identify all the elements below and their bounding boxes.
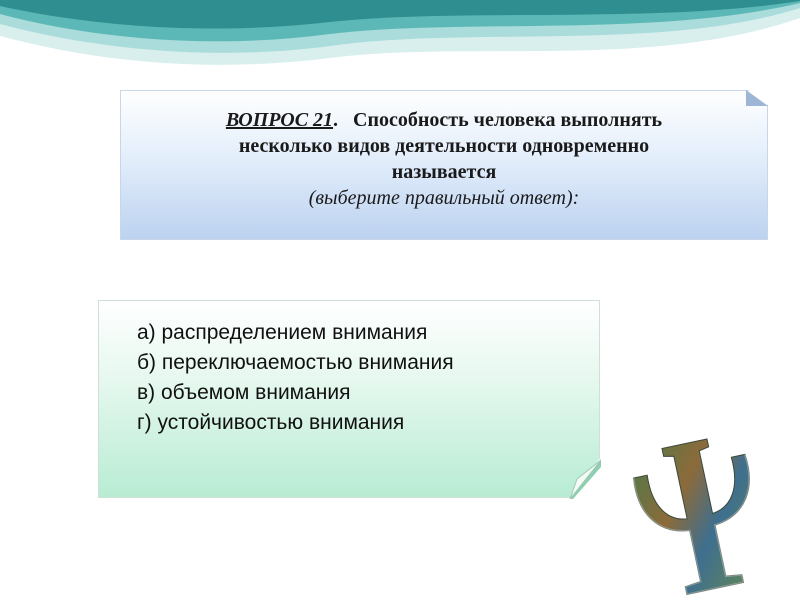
question-card-fold [746,90,768,106]
answer-option-d[interactable]: г) устойчивостью внимания [137,411,405,434]
header-wave-decoration [0,0,800,90]
question-hint: (выберите правильный ответ): [308,187,580,209]
question-text [120,107,768,211]
answer-option-b[interactable]: б) переключаемостью внимания [137,351,454,374]
question-line-1 [120,107,768,133]
answer-option-c[interactable]: в) объемом внимания [137,381,351,404]
question-number-period: . [333,109,339,131]
question-line-1-text: Способность человека выполнять [353,109,663,131]
question-number: ВОПРОС 21 [225,109,334,131]
psi-symbol-icon [620,430,780,595]
answer-list [137,318,454,438]
question-line-2: несколько видов деятельности одновременно [238,135,650,157]
answer-option-a[interactable]: а) распределением внимания [137,321,428,344]
answer-card-fold [567,459,601,499]
question-line-3: называется [391,161,497,183]
